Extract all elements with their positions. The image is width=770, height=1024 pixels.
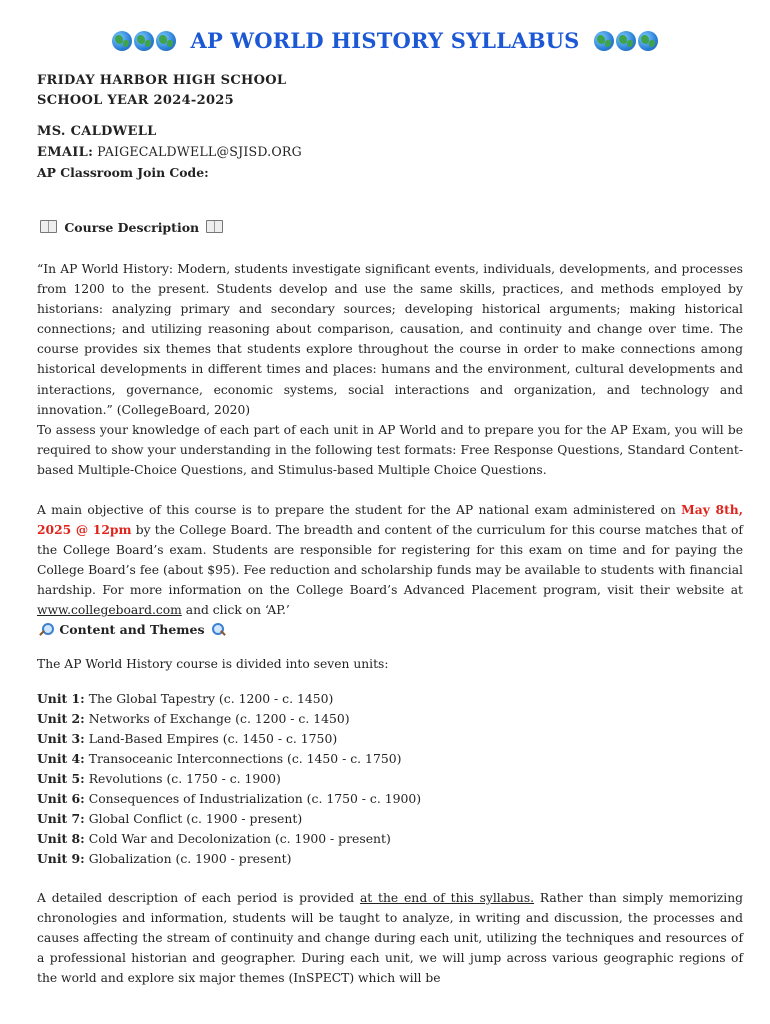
objective-text-end: and click on ‘AP.’ [181, 603, 290, 618]
objective-text-start: A main objective of this course is to prepare the student for the AP national exam administered on [37, 503, 682, 517]
unit-item [37, 769, 421, 789]
unit-text: Transoceanic Interconnections (c. 1450 - c. 1750) [88, 751, 402, 766]
teacher-info [37, 122, 743, 183]
unit-item [37, 689, 421, 709]
unit-item [37, 729, 421, 749]
content-themes-heading [37, 620, 227, 640]
unit-item [37, 809, 421, 829]
unit-text: The Global Tapestry (c. 1200 - c. 1450) [88, 691, 334, 706]
unit-label: Unit 6: [37, 791, 85, 806]
school-name: FRIDAY HARBOR HIGH SCHOOL [37, 73, 287, 88]
email-label: EMAIL: [37, 145, 94, 160]
globe-icon [112, 31, 132, 51]
unit-label: Unit 1: [37, 691, 85, 706]
exam-date: May 8th, 2025 @ 12pm [37, 502, 743, 538]
unit-text: Consequences of Industrialization (c. 1750 - c. 1900) [88, 791, 422, 806]
unit-label: Unit 7: [37, 811, 85, 826]
units-intro: The AP World History course is divided into seven units: [37, 657, 389, 671]
content-themes-heading-text: Content and Themes [59, 622, 205, 637]
unit-label: Unit 2: [37, 711, 85, 726]
school-info [37, 71, 743, 111]
detail-text-rest: Rather than simply memorizing chronologies and information, students will be taught to analyze, in writing and discussion, the processes and causes affecting the stream of continuity and change during each unit, utilizing the techniques and resources of a professional historian and geographer. During each unit, we will jump across various geographic regions of the world and explore six major themes (InSPECT) which will be [37, 891, 743, 986]
course-description-quote: “In AP World History: Modern, students investigate significant events, individuals, developments, and processes from 1200 to the present. Students develop and use the same skills, practices, and methods employed by historians: analyzing primary and secondary sources; developing historical arguments; making historical connections; and utilizing reasoning about comparison, causation, and continuity and change over time. The course provides six themes that students explore throughout the course in order to make connections among historical developments in different times and places: humans and the environment, cultural developments and interactions, governance, economic systems, social interactions and organization, and technology and innovation.” (CollegeBoard, 2020) [37, 262, 743, 417]
globe-icon [638, 31, 658, 51]
unit-text: Global Conflict (c. 1900 - present) [88, 811, 303, 826]
title-text: AP WORLD HISTORY SYLLABUS [190, 28, 580, 53]
globe-icons-left [111, 28, 177, 53]
globe-icons-right [593, 28, 659, 53]
unit-label: Unit 4: [37, 751, 85, 766]
teacher-name: MS. CALDWELL [37, 124, 157, 139]
book-icon [206, 220, 223, 233]
objective-text-middle: by the College Board. The breadth and content of the curriculum for this course matches that of the College Board’s exam. Students are responsible for registering for this exam on time and for paying the College Board’s fee (about $95). Fee reduction and scholarship funds may be available to students with financial hardship. For more information on the College Board’s Advanced Placement program, visit their website at [37, 523, 743, 598]
join-code-label: AP Classroom Join Code: [37, 165, 209, 180]
unit-item [37, 789, 421, 809]
detail-paragraph [37, 888, 743, 988]
book-icon [40, 220, 57, 233]
collegeboard-link[interactable]: www.collegeboard.com [37, 603, 182, 618]
unit-text: Cold War and Decolonization (c. 1900 - present) [88, 831, 391, 846]
email-link[interactable]: PAIGECALDWELL@SJISD.ORG [97, 144, 302, 159]
end-of-syllabus-link[interactable]: at the end of this syllabus. [359, 891, 535, 905]
unit-label: Unit 8: [37, 831, 85, 846]
unit-item [37, 829, 421, 849]
globe-icon [134, 31, 154, 51]
unit-text: Land-Based Empires (c. 1450 - c. 1750) [88, 731, 338, 746]
unit-label: Unit 9: [37, 851, 85, 866]
course-description-heading [37, 218, 226, 238]
unit-item [37, 849, 421, 869]
assessment-paragraph: To assess your knowledge of each part of each unit in AP World and to prepare you for the AP Exam, you will be required to show your understanding in the following test formats: Free Response Questions, Standard Content-based Multiple-Choice Questions, and Stimulus-based Multiple Choice Questions. [37, 423, 743, 478]
unit-text: Revolutions (c. 1750 - c. 1900) [88, 771, 281, 786]
globe-icon [594, 31, 614, 51]
globe-icon [616, 31, 636, 51]
unit-label: Unit 5: [37, 771, 85, 786]
unit-text: Globalization (c. 1900 - present) [88, 851, 292, 866]
unit-text: Networks of Exchange (c. 1200 - c. 1450) [88, 711, 350, 726]
unit-item [37, 749, 421, 769]
page-title [0, 28, 770, 53]
school-year: SCHOOL YEAR 2024-2025 [37, 93, 234, 108]
course-description-heading-text: Course Description [64, 220, 200, 235]
detail-text-start: A detailed description of each period is provided [37, 891, 360, 905]
magnifier-icon [40, 623, 52, 635]
unit-label: Unit 3: [37, 731, 85, 746]
globe-icon [156, 31, 176, 51]
unit-list [37, 689, 421, 869]
magnifier-icon [212, 623, 224, 635]
objective-paragraph [37, 500, 743, 621]
unit-item [37, 709, 421, 729]
